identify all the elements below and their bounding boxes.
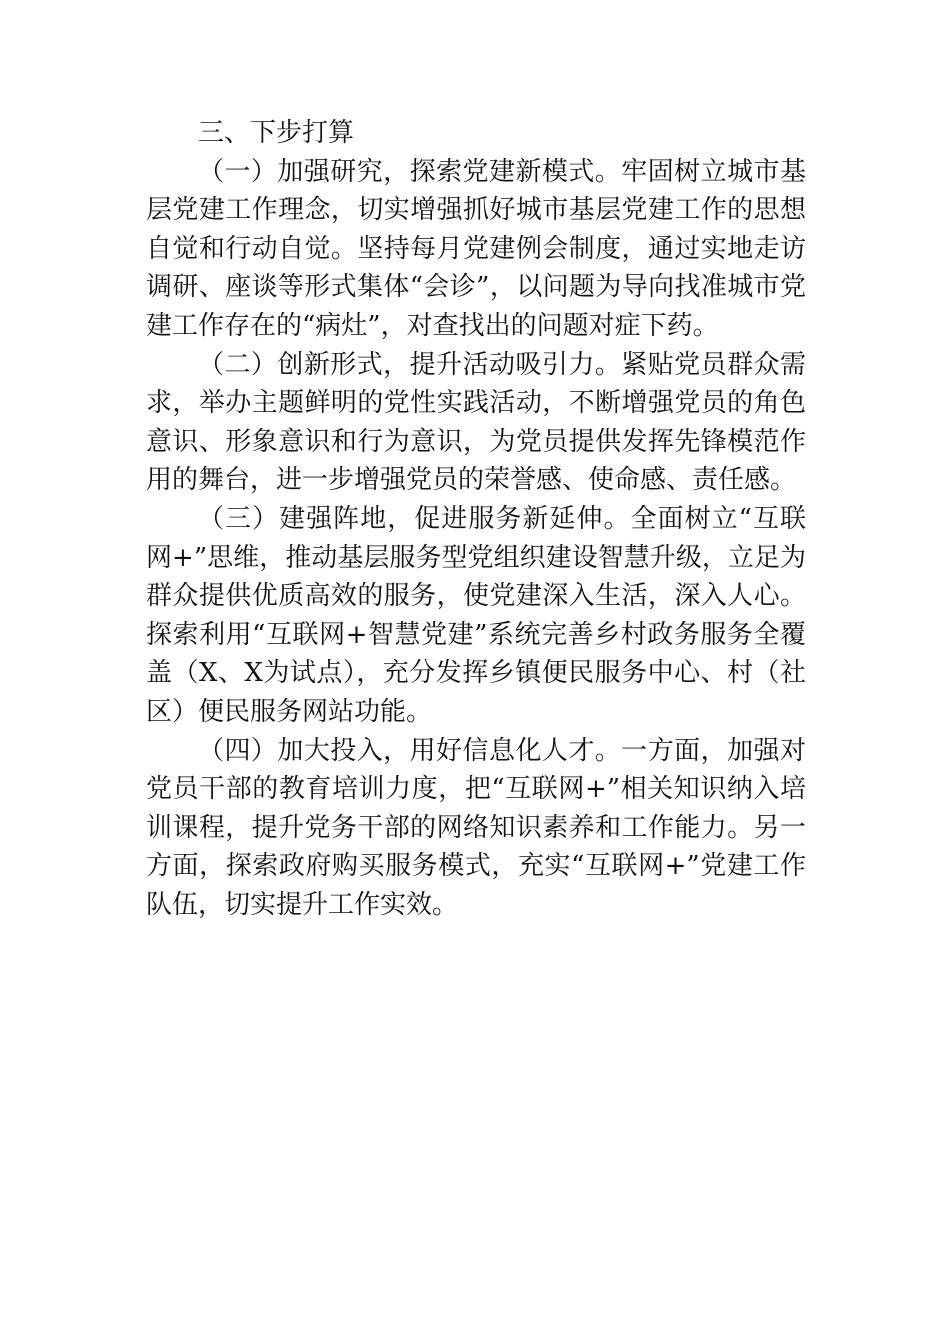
paragraph-4-lead: （四）加大投入，用好信息化人才。 — [198, 735, 622, 766]
paragraph-4-body: 一方面，加强对党员干部的教育培训力度，把“互联网+”相关知识纳入培训课程，提升党务干部的网络知识素养和工作能力。另一方面，探索政府购买服务模式，充实“互联网+”党建工作队伍，切实提升工作实效。 — [146, 735, 806, 920]
paragraph-1-lead: （一）加强研究，探索党建新模式。 — [198, 156, 622, 187]
paragraph-3 — [146, 500, 806, 732]
section-heading: 三、下步打算 — [198, 118, 355, 148]
paragraph-3-body: 全面树立“互联网+”思维，推动基层服务型党组织建设智慧升级，立足为群众提供优质高效的服务，使党建深入生活，深入人心。探索利用“互联网+智慧党建”系统完善乡村政务服务全覆盖（X、X为试点），充分发挥乡镇便民服务中心、村（社区）便民服务网站功能。 — [146, 503, 806, 727]
paragraph-2 — [146, 346, 806, 500]
paragraph-4 — [146, 732, 806, 925]
paragraph-3-lead: （三）建强阵地，促进服务新延伸。 — [198, 503, 631, 534]
paragraph-1-body: 牢固树立城市基层党建工作理念，切实增强抓好城市基层党建工作的思想自觉和行动自觉。坚持每月党建例会制度，通过实地走访调研、座谈等形式集体“会诊”，以问题为导向找准城市党建工作存在的“病灶”，对查找出的问题对症下药。 — [146, 156, 806, 341]
document-body — [146, 114, 806, 924]
paragraph-1 — [146, 153, 806, 346]
paragraph-2-body: 紧贴党员群众需求，举办主题鲜明的党性实践活动，不断增强党员的角色意识、形象意识和行为意识，为党员提供发挥先锋模范作用的舞台，进一步增强党员的荣誉感、使命感、责任感。 — [146, 349, 806, 496]
paragraph-2-lead: （二）创新形式，提升活动吸引力。 — [198, 349, 622, 380]
